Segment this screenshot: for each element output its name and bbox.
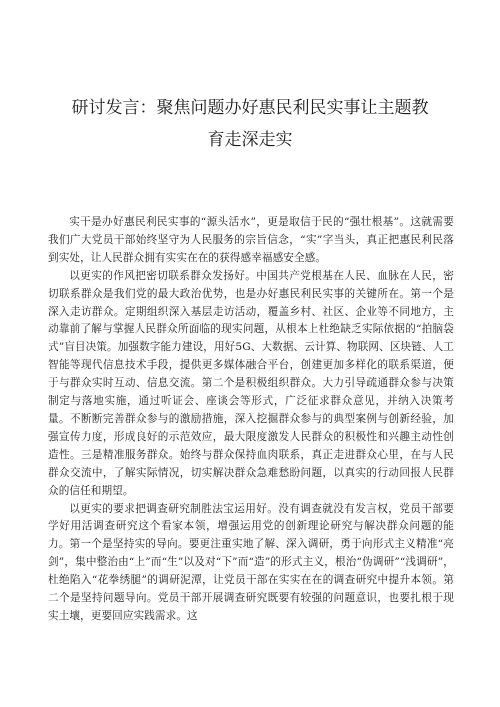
document-body [48, 214, 454, 626]
title-line-1: 研讨发言：聚焦问题办好惠民利民实事让主题教 [71, 98, 429, 118]
paragraph-investigation: 以更实的要求把调查研究制胜法宝运用好。没有调查就没有发言权，党员干部要学好用活调查研究这个看家本领，增强运用党的创新理论研究与解决群众问题的能力。第一个是坚持实的导向。要更注重实地了解、深入调研，勇于向形式主义精准“亮剑”，集中整治由“上”而“生”以及对“下”而“造”的形式主义，根治“伪调研”“浅调研”，杜绝陷入“花拳绣腿”的调研泥潭，让党员干部在实实在在的调查研究中提升本领。第二个是坚持问题导向。党员干部开展调查研究既要有较强的问题意识，也要扎根于现实土壤，更要回应实践需求。这 [48, 502, 454, 622]
title-line-2: 育走深走实 [207, 130, 293, 150]
paragraph-contact-masses: 以更实的作风把密切联系群众发扬好。中国共产党根基在人民、血脉在人民，密切联系群众是我们党的最大政治优势，也是办好惠民利民实事的关键所在。第一个是深入走访群众。定期组织深入基层走访活动，覆盖乡村、社区、企业等不同地方，主动靠前了解与掌握人民群众所面临的现实问题，从根本上杜绝缺乏实际依据的“拍脑袋式”盲目决策。加强数字能力建设，用好5G、大数据、云计算、物联网、区块链、人工智能等现代信息技术手段，提供更多媒体融合平台，创建更加多样化的联系渠道，便于与群众实时互动、信息交流。第二个是积极组织群众。大力引导疏通群众参与决策制定与落地实施，通过听证会、座谈会等形式，广泛征求群众意见，并纳入决策考量。不断断完善群众参与的激励措施，深入挖掘群众参与的典型案例与创新经验，加强宣传力度，形成良好的示范效应，最大限度激发人民群众的积极性和兴趣主动性创造性。三是精准服务群众。始终与群众保持血肉联系，真正走进群众心里，在与人民群众交流中，了解实际情况，切实解决群众急难愁盼问题，以真实的行动回报人民群众的信任和期望。 [48, 269, 454, 497]
paragraph-intro: 实干是办好惠民利民实事的“源头活水”，更是取信于民的“强壮根基”。这就需要我们广大党员干部始终坚守为人民服务的宗旨信念，“实”字当头，真正把惠民利民落到实处，让人民群众拥有实实在在的获得感幸福感安全感。 [48, 216, 454, 264]
document-title [40, 92, 460, 156]
